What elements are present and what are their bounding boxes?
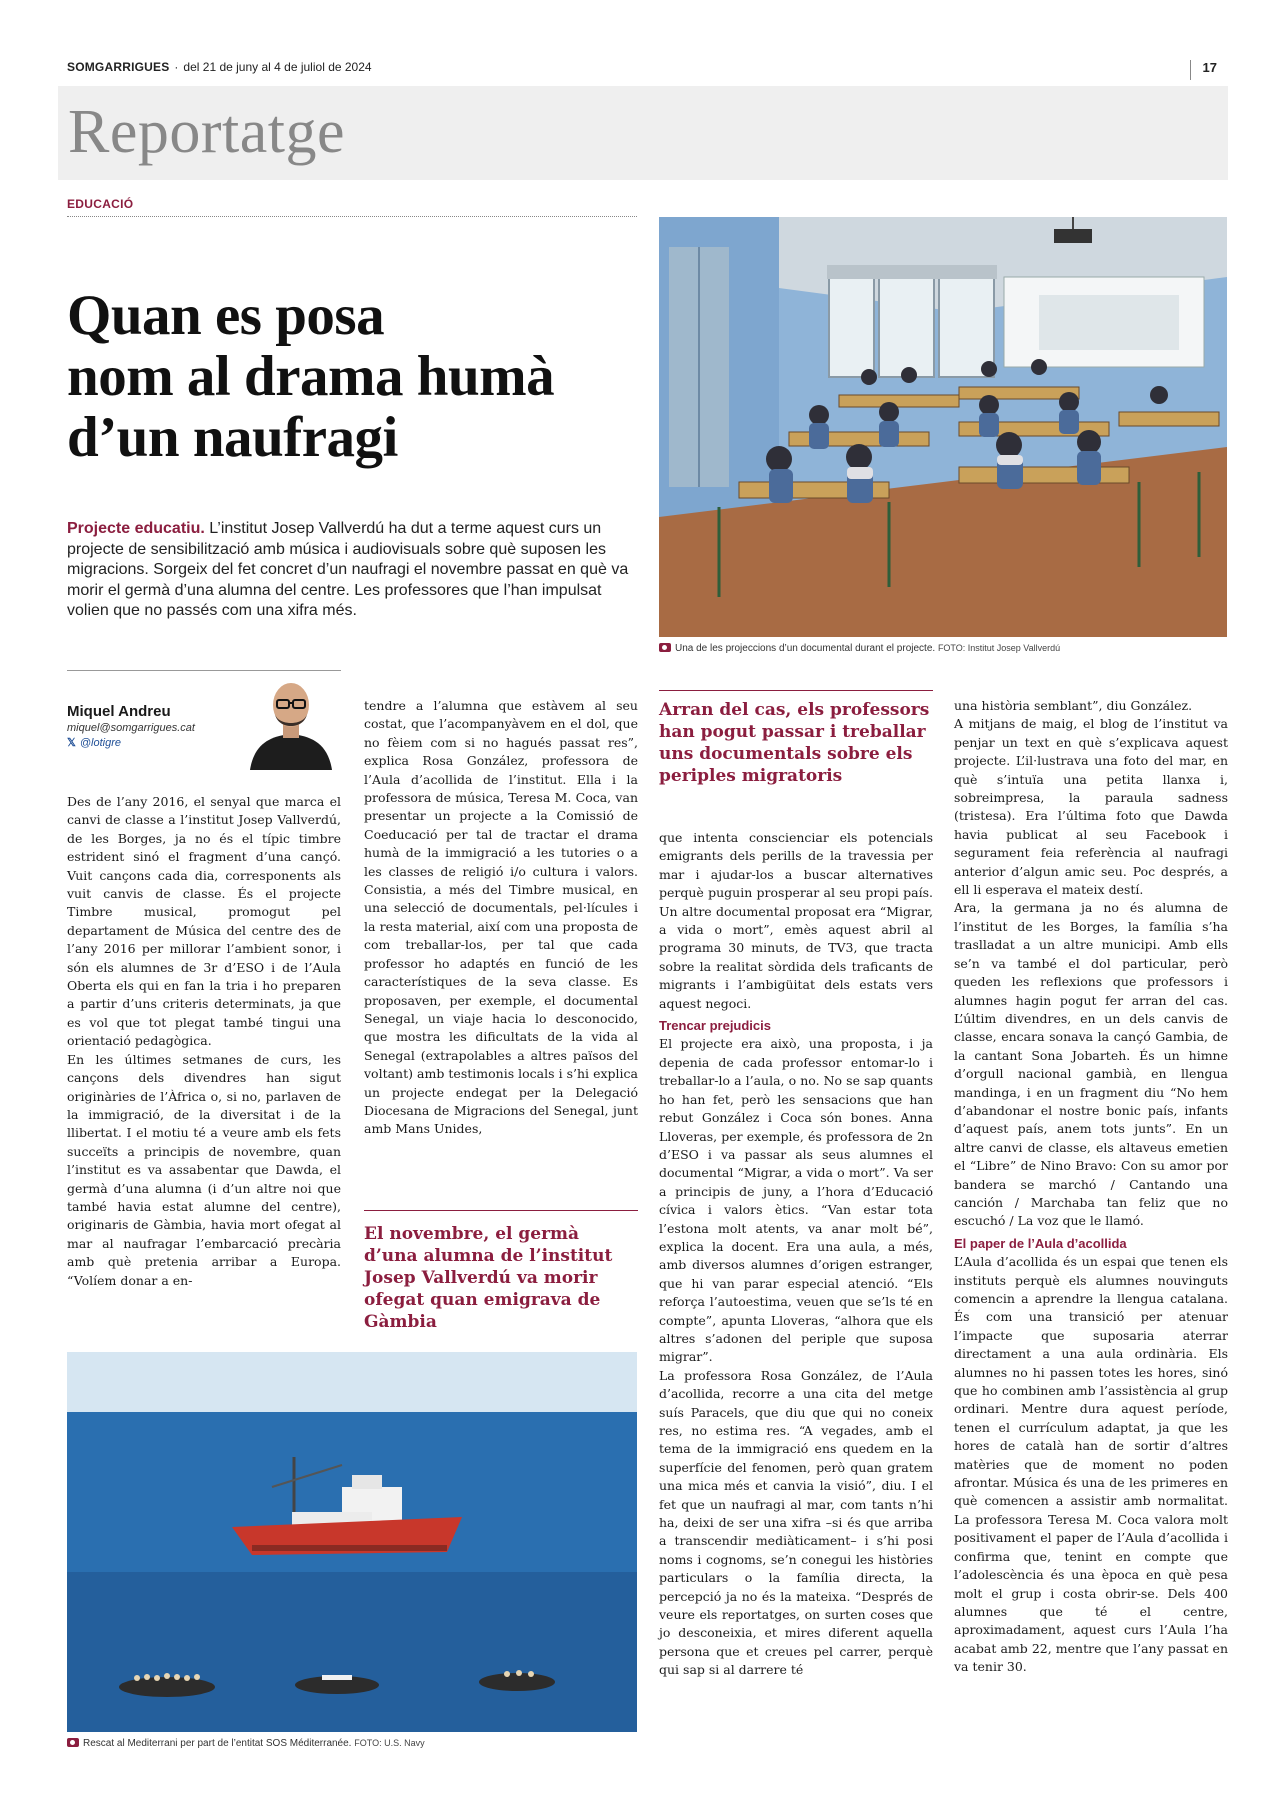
photo2-caption — [67, 1738, 637, 1749]
standfirst-text: L’institut Josep Vallverdú ha dut a terme aquest curs un projecte de sensibilització amb música i audiovisuals sobre què suposen les migracions. Sorgeix del fet concret d’un naufragi el novembre passat en què va morir el germà d’una alumna del centre. Les professores que l’han impulsat volien que no passés com una xifra més. — [67, 520, 629, 619]
paragraph: En les últimes setmanes de curs, les cançons dels divendres han sigut originàries de l’Àfrica o, si no, parlaven de la immigració, de la diversitat i de la llibertat. I el motiu té a veure amb els fets succeïts a principis de novembre, quan l’institut es va assabentar que Dawda, el germà d’una alumna (i d’un altre noi que també havia estat alumne del centre), originaris de Gàmbia, havia mort ofegat al mar al naufragar l’embarcació precària amb què pretenia arribar a Europa. “Volíem donar a en- — [67, 1051, 341, 1288]
section-title: Reportatge — [68, 98, 346, 166]
author-name: Miquel Andreu — [67, 703, 171, 720]
x-logo-icon: 𝕏 — [67, 737, 76, 749]
paragraph: Ara, la germana ja no és alumna de l’institut de les Borges, la família s’ha traslladat a un altre municipi. Amb ells se’n va també el dol particular, però queden les reflexions que professors i alumnes hagin pogut fer arran del cas. L’últim divendres, en un dels canvis de classe, encara sonava la cançó Gambia, de la cantant Sona Jobarteh. És un himne d’orgull nacional gambià, en llengua mandinga, i en un fragment diu “No hem d’abandonar el nostre bonic país, infants d’aquest país, anem tots junts”. En un altre canvi de classe, els altaveus emetien el “Libre” de Nino Bravo: Con su amor por bandera se marchó / Cantando una canción / Marchaba tan feliz que no escuchó / La voz que le llamó. — [954, 900, 1228, 1229]
pullquote: Arran del cas, els professors han pogut passar i treballar uns documentals sobre els periples migratoris — [659, 690, 933, 787]
headline-line: nom al drama humà — [67, 345, 555, 408]
standfirst — [67, 519, 639, 622]
classroom-photo — [659, 217, 1227, 637]
subheading: Trencar prejudicis — [659, 1018, 771, 1034]
photo1-credit: FOTO: Institut Josep Vallverdú — [937, 643, 1061, 653]
publication-name: SOMGARRIGUES — [67, 60, 170, 74]
page-header: SOMGARRIGUES · del 21 de juny al 4 de juliol de 2024 17 — [67, 60, 1217, 84]
paragraph: una història semblant”, diu González. — [954, 698, 1193, 713]
paragraph: El projecte era això, una proposta, i ja depenia de cada professor entomar-lo i treballar-lo a l’aula, o no. No se sap quants ho han fet, però les sensacions que han rebut González i Coca són bones. Anna Lloveras, per exemple, és professora de 2n d’ESO i va passar als seus alumnes el documental “Migrar, a vida o mort”. Va ser a principis de juny, a l’hora d’Educació cívica i valors ètics. “Van estar tota l’estona molt atents, va anar molt bé”, explica la docent. Era una aula, a més, amb diversos alumnes d’origen estranger, que hi van parar especial atenció. “Els reforça l’autoestima, veuen que se’ls té en compte”, apunta Lloveras, “alhora que els altres s’adonen del periple que suposa migrar”. — [659, 1036, 933, 1365]
paragraph: tendre a l’alumna que estàvem al seu costat, que l’acompanyàvem en el dol, que no fèiem com si no hagués passat res”, explica Rosa González, professora de l’Aula d’acollida de l’institut. Ella i la professora de música, Teresa M. Coca, van presentar un projecte a la Comissió de Coeducació per tal de tractar el drama humà de la immigració a les tutories o a les classes de religió i/o cultura i valors. Consistia, a més del Timbre musical, en una selecció de documentals, pel·lícules i la resta material, així com una proposta de com treballar-los, per tal que cada professor ho adaptés en funció de les característiques de la seva classe. Es proposaven, per exemple, el documental Senegal, un viaje hacia lo desconocido, que mostra les dificultats de la vida al Senegal (extrapolables a altres països del voltant) amb testimonis locals i s’hi explica un projecte endegat per la Delegació Diocesana de Migracions del Senegal, junt amb Mans Unides, — [364, 698, 638, 1137]
page-number: 17 — [1190, 60, 1217, 80]
standfirst-lead: Projecte educatiu. — [67, 520, 205, 537]
kicker: EDUCACIÓ — [67, 197, 134, 211]
photo1-caption-text: Una de les projeccions d’un documental durant el projecte. — [675, 643, 936, 654]
body-column-4 — [954, 697, 1228, 1677]
paragraph: L’Aula d’acollida és un espai que tenen els instituts perquè els alumnes nouvinguts comencin a aprendre la llengua catalana. És com una transició per atenuar l’impacte que suposaria aterrar directament a una aula ordinària. Els alumnes no hi passen totes les hores, sinó que ho combinen amb l’assistència al grup ordinari. Mentre dura aquest període, tenen el currículum adaptat, ja que les hores de català han de sortir d’altres matèries que de moment no poden afrontar. Música és una de les primeres en què comencen a assistir amb normalitat. La professora Teresa M. Coca valora molt positivament el paper de l’Aula d’acollida i confirma que, tenint en compte que l’adolescència és una època en què pesa molt el grup i costa obrir-se. Dels 400 alumnes que té el centre, aproximadament, aquest curs l’Aula l’ha acabat amb 22, mentre que l’any passat en va tenir 30. — [954, 1254, 1228, 1675]
issue-dates: del 21 de juny al 4 de juliol de 2024 — [183, 60, 372, 74]
body-column-2 — [364, 697, 638, 1139]
author-email[interactable]: miquel@somgarrigues.cat — [67, 722, 195, 734]
rescue-photo — [67, 1352, 637, 1732]
paragraph: que intenta conscienciar els potencials emigrants dels perills de la travessia per mar i ajudar-los a buscar alternatives perquè puguin prosperar al seu propi país. Un altre documental proposat era “Migrar, a vida o mort”, emès aquest abril al programa 30 minuts, de TV3, que tracta sobre la realitat sòrdida dels traficants de migrants i l’ambigüitat dels estats vers aquest negoci. — [659, 830, 933, 1011]
paragraph: La professora Rosa González, de l’Aula d’acollida, recorre a una cita del metge suís Paracels, que diu que qui no coneix res, no estima res. “A vegades, amb el tema de la immigració ens quedem en la superfície del fenomen, però quan gratem una mica més et canvia la visió”, diu. I el fet que un naufragi al mar, com tants n’hi ha, deixi de ser una xifra –si és que arriba a transcendir mediàticament– i s’hi posi noms i cognoms, se’n conegui les històries particulars o la família directa, la percepció ja no és la mateixa. “Després de veure els reportatges, on surten coses que jo desconeixia, et mires diferent aquella persona que et creues pel carrer, perquè qui sap si al darrere té — [659, 1367, 933, 1678]
author-social[interactable] — [67, 736, 121, 749]
camera-icon — [659, 643, 671, 652]
headline-line: d’un naufragi — [67, 406, 398, 469]
subheading: El paper de l’Aula d’acollida — [954, 1235, 1127, 1251]
headline — [67, 285, 637, 468]
author-avatar — [240, 672, 342, 770]
body-column-3 — [659, 829, 933, 1680]
kicker-divider — [67, 216, 637, 217]
author-handle: @lotigre — [79, 737, 122, 749]
pullquote: El novembre, el germà d’una alumna de l’institut Josep Vallverdú va morir ofegat quan emigrava de Gàmbia — [364, 1210, 638, 1333]
headline-line: Quan es posa — [67, 284, 385, 347]
photo1-caption — [659, 643, 1227, 654]
paragraph: Des de l’any 2016, el senyal que marca el canvi de classe a l’institut Josep Vallverdú, de les Borges, ja no és el típic timbre estrident sinó el fragment d’una cançó. Vuit cançons cada dia, corresponents als vuit canvis de classe. És el projecte Timbre musical, promogut pel departament de Música del centre des de l’any 2016 per millorar l’ambient sonor, i són els alumnes de 3r d’ESO i de l’Aula Oberta els qui en fan la tria i ho preparen a partir d’uns criteris determinats, ja que es vol que tot plegat també tingui una orientació pedagògica. — [67, 794, 341, 1049]
paragraph: A mitjans de maig, el blog de l’institut va penjar un text en què s’explicava aquest projecte. L’il·lustrava una foto del mar, en què s’intuïa una petita llanxa i, sobreimpresa, la paraula sadness (tristesa). Era l’última foto que Dawda havia publicat al seu Facebook i segurament feia referència al naufragi anterior d’algun amic seu. Poc després, a ell li esperava el mateix destí. — [954, 716, 1228, 898]
body-column-1 — [67, 793, 341, 1290]
photo2-credit: FOTO: U.S. Navy — [354, 1738, 425, 1748]
camera-icon — [67, 1738, 79, 1747]
photo2-caption-text: Rescat al Mediterrani per part de l’entitat SOS Méditerranée. — [83, 1738, 352, 1749]
